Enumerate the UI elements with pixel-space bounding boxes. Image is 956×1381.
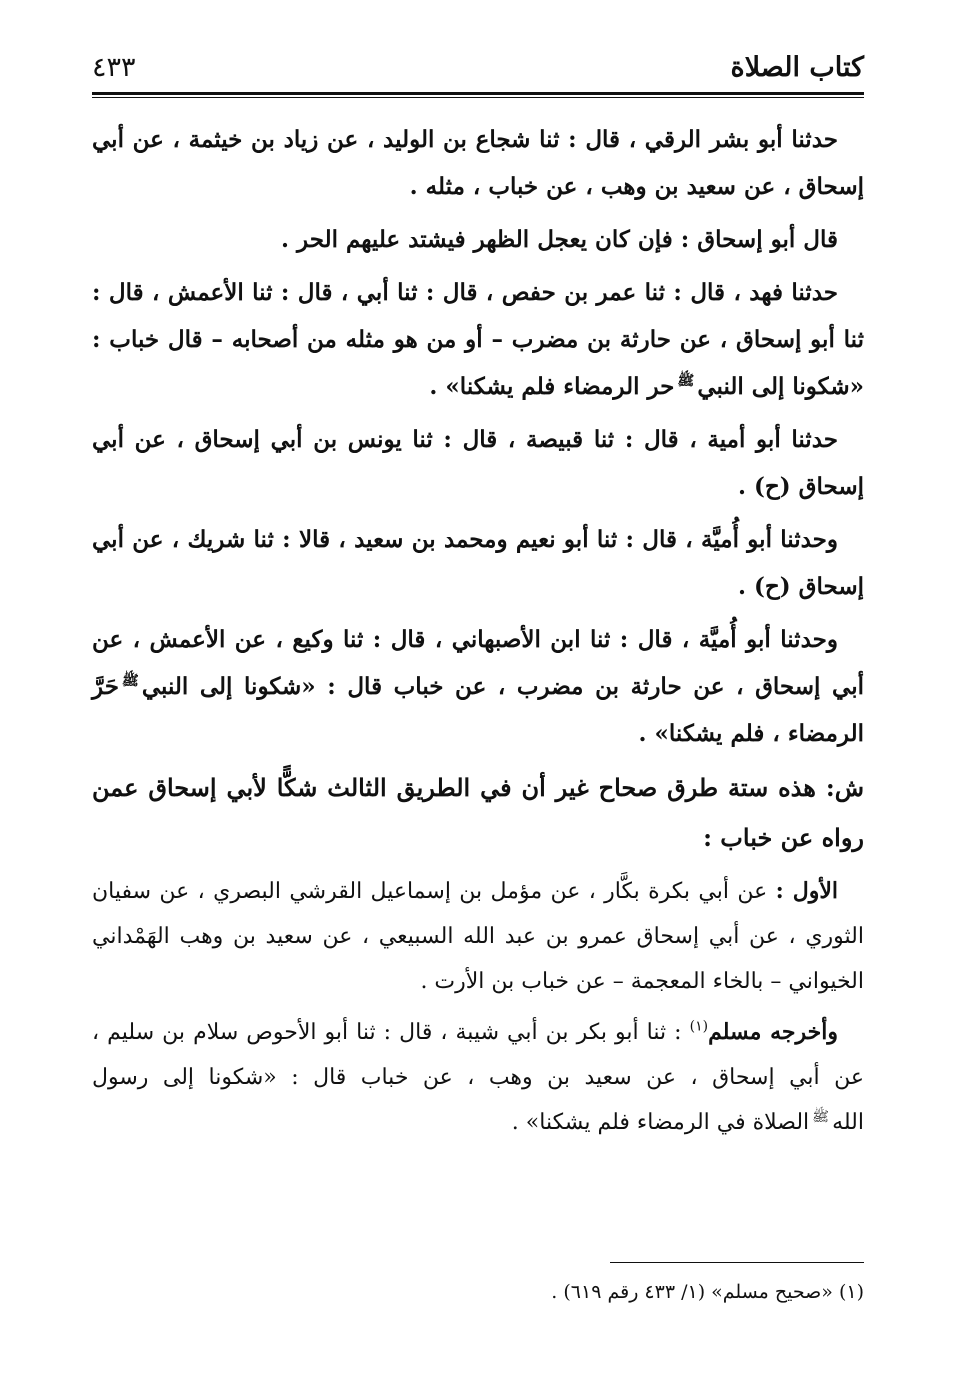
commentary-paragraph	[92, 763, 864, 863]
paragraph-text: قال أبو إسحاق : فإن كان يعجل الظهر فيشتد عليهم الحر .	[281, 226, 838, 253]
header-rule-thick	[92, 92, 864, 95]
hadith-paragraph-5	[92, 516, 864, 610]
page-number: ٤٣٣	[92, 52, 136, 83]
hadith-paragraph-4	[92, 416, 864, 510]
footnote-separator	[610, 1262, 864, 1263]
page	[92, 40, 864, 1360]
header-rule-thin	[92, 97, 864, 98]
salla-glyph: ﷺ	[121, 673, 139, 690]
paragraph-text-post: الصلاة في الرمضاء فلم يشكنا» .	[511, 1110, 810, 1135]
footnote: (١) «صحيح مسلم» (١/ ٤٣٣ رقم ٦١٩) .	[551, 1281, 864, 1303]
paragraph-text-pre: وحدثنا أبو أُميَّة ، قال : ثنا ابن الأصبهاني ، قال : ثنا وكيع ، عن الأعمش ، عن أبي إسحاق ، عن حارثة بن مضرب ، عن خباب قال : «شكونا إلى النبي	[92, 626, 864, 700]
route-lead: الأول :	[775, 878, 838, 904]
commentary-first-route	[92, 869, 864, 1004]
paragraph-text-post: حَرَّ الرمضاء ، فلم يشكنا» .	[92, 673, 864, 747]
commentary-muslim-takhrij	[92, 1010, 864, 1145]
paragraph-text: حدثنا أبو بشر الرقي ، قال : ثنا شجاع بن الوليد ، عن زياد بن خيثمة ، عن أبي إسحاق ، عن سعيد بن وهب ، عن خباب ، مثله .	[92, 126, 864, 200]
paragraph-text: حدثنا أبو أمية ، قال : ثنا قبيصة ، قال : ثنا يونس بن أبي إسحاق ، عن أبي إسحاق (ح) .	[92, 426, 864, 500]
salla-glyph: ﷺ	[812, 1108, 830, 1125]
takhrij-lead: وأخرجه مسلم	[708, 1019, 838, 1045]
paragraph-text: ش: هذه ستة طرق صحاح غير أن في الطريق الثالث شكًّا لأبي إسحاق عمن رواه عن خباب :	[92, 773, 864, 852]
running-header	[92, 40, 864, 88]
book-chapter-title: كتاب الصلاة	[730, 52, 864, 83]
paragraph-text-pre: : ثنا أبو بكر بن أبي شيبة ، قال : ثنا أبو الأحوص سلام بن سليم ، عن أبي إسحاق ، عن سعيد بن وهب ، عن خباب قال : «شكونا إلى رسول الله	[92, 1020, 864, 1135]
hadith-paragraph-6	[92, 616, 864, 757]
paragraph-text: عن أبي بكرة بكَّار ، عن مؤمل بن إسماعيل القرشي البصري ، عن سفيان الثوري ، عن أبي إسحاق عمرو بن عبد الله السبيعي ، عن سعيد بن وهب الهَمْداني الخيواني – بالخاء المعجمة – عن خباب بن الأرت .	[92, 879, 864, 994]
hadith-paragraph-1	[92, 116, 864, 210]
footnote-marker[interactable]: (١)	[689, 1018, 709, 1035]
salla-glyph: ﷺ	[677, 373, 695, 390]
hadith-paragraph-2	[92, 216, 864, 263]
paragraph-text-pre: حدثنا فهد ، قال : ثنا عمر بن حفص ، قال : ثنا أبي ، قال : ثنا الأعمش ، قال : ثنا أبو إسحاق ، عن حارثة بن مضرب – أو من هو مثله من أصحابه – قال خباب : «شكونا إلى النبي	[92, 279, 864, 400]
hadith-paragraph-3	[92, 269, 864, 410]
main-text	[92, 116, 864, 1145]
paragraph-text-post: حر الرمضاء فلم يشكنا» .	[429, 373, 675, 400]
paragraph-text: وحدثنا أبو أُميَّة ، قال : ثنا أبو نعيم ومحمد بن سعيد ، قالا : ثنا شريك ، عن أبي إسحاق (ح) .	[92, 526, 864, 600]
